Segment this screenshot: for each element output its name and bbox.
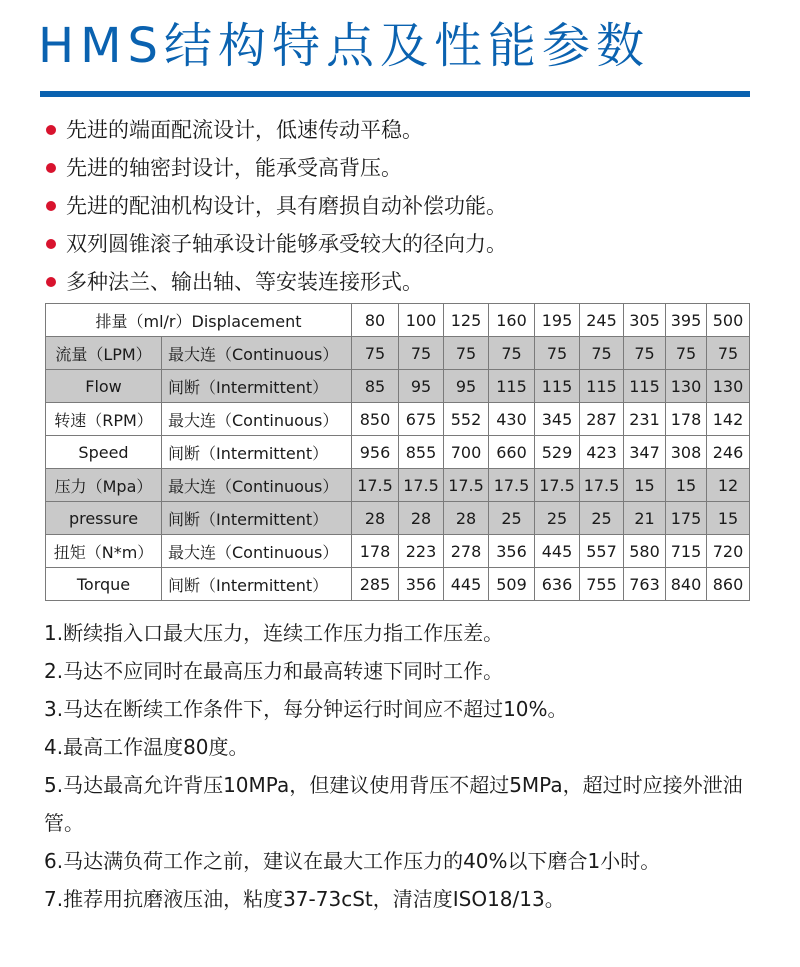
displacement-cell: 395 [666, 304, 707, 337]
table-row [46, 337, 750, 370]
table-row [46, 568, 750, 601]
value-cell: 231 [624, 403, 666, 436]
value-cell: 75 [444, 337, 489, 370]
value-cell: 75 [666, 337, 707, 370]
value-cell: 763 [624, 568, 666, 601]
displacement-cell: 500 [707, 304, 750, 337]
value-cell: 75 [489, 337, 535, 370]
value-cell: 246 [707, 436, 750, 469]
performance-table [45, 303, 750, 601]
feature-text: 双列圆锥滚子轴承设计能够承受较大的径向力。 [66, 232, 507, 256]
value-cell: 21 [624, 502, 666, 535]
header-row [46, 304, 750, 337]
value-cell: 445 [535, 535, 580, 568]
feature-item [44, 263, 507, 301]
feature-text: 先进的轴密封设计，能承受高背压。 [66, 156, 402, 180]
displacement-cell: 100 [399, 304, 444, 337]
value-cell: 115 [580, 370, 624, 403]
note-item: 3.马达在断续工作条件下，每分钟运行时间应不超过10%。 [44, 697, 568, 721]
group-label-cn-cell: 流量（LPM） [46, 337, 162, 370]
intermittent-label-cell: 间断（Intermittent） [162, 502, 352, 535]
value-cell: 715 [666, 535, 707, 568]
intermittent-label-cell: 间断（Intermittent） [162, 370, 352, 403]
value-cell: 445 [444, 568, 489, 601]
value-cell: 25 [580, 502, 624, 535]
table-row [46, 436, 750, 469]
displacement-cell: 195 [535, 304, 580, 337]
value-cell: 28 [444, 502, 489, 535]
value-cell: 356 [399, 568, 444, 601]
value-cell: 17.5 [399, 469, 444, 502]
feature-list [44, 111, 507, 301]
value-cell: 660 [489, 436, 535, 469]
group-label-en-cell: Speed [46, 436, 162, 469]
value-cell: 552 [444, 403, 489, 436]
value-cell: 17.5 [444, 469, 489, 502]
value-cell: 130 [666, 370, 707, 403]
value-cell: 356 [489, 535, 535, 568]
table-row [46, 370, 750, 403]
note-item: 6.马达满负荷工作之前，建议在最大工作压力的40%以下磨合1小时。 [44, 849, 661, 873]
note-item: 5.马达最高允许背压10MPa，但建议使用背压不超过5MPa，超过时应接外泄油管。 [44, 773, 743, 835]
value-cell: 115 [489, 370, 535, 403]
page-title: HMS结构特点及性能参数 [38, 18, 650, 74]
bullet-dot-icon [46, 125, 56, 135]
value-cell: 25 [489, 502, 535, 535]
displacement-cell: 160 [489, 304, 535, 337]
title-underline [40, 91, 750, 97]
group-label-en-cell: Flow [46, 370, 162, 403]
value-cell: 17.5 [535, 469, 580, 502]
value-cell: 529 [535, 436, 580, 469]
value-cell: 28 [352, 502, 399, 535]
value-cell: 75 [352, 337, 399, 370]
table-row [46, 469, 750, 502]
value-cell: 12 [707, 469, 750, 502]
header-label-cell: 排量（ml/r）Displacement [46, 304, 352, 337]
continuous-label-cell: 最大连（Continuous） [162, 337, 352, 370]
feature-text: 先进的配油机构设计，具有磨损自动补偿功能。 [66, 194, 507, 218]
feature-item [44, 111, 507, 149]
group-label-cn-cell: 扭矩（N*m） [46, 535, 162, 568]
displacement-cell: 245 [580, 304, 624, 337]
value-cell: 850 [352, 403, 399, 436]
table-row [46, 535, 750, 568]
intermittent-label-cell: 间断（Intermittent） [162, 568, 352, 601]
group-label-en-cell: Torque [46, 568, 162, 601]
note-item: 2.马达不应同时在最高压力和最高转速下同时工作。 [44, 659, 504, 683]
displacement-cell: 125 [444, 304, 489, 337]
group-label-cn-cell: 转速（RPM） [46, 403, 162, 436]
value-cell: 95 [399, 370, 444, 403]
value-cell: 75 [580, 337, 624, 370]
value-cell: 675 [399, 403, 444, 436]
value-cell: 115 [535, 370, 580, 403]
value-cell: 75 [535, 337, 580, 370]
value-cell: 223 [399, 535, 444, 568]
value-cell: 75 [399, 337, 444, 370]
value-cell: 285 [352, 568, 399, 601]
continuous-label-cell: 最大连（Continuous） [162, 403, 352, 436]
value-cell: 860 [707, 568, 750, 601]
value-cell: 700 [444, 436, 489, 469]
note-item: 7.推荐用抗磨液压油，粘度37-73cSt，清洁度ISO18/13。 [44, 887, 565, 911]
intermittent-label-cell: 间断（Intermittent） [162, 436, 352, 469]
value-cell: 95 [444, 370, 489, 403]
notes-list [44, 614, 760, 918]
value-cell: 287 [580, 403, 624, 436]
continuous-label-cell: 最大连（Continuous） [162, 469, 352, 502]
value-cell: 509 [489, 568, 535, 601]
note-item: 1.断续指入口最大压力，连续工作压力指工作压差。 [44, 621, 504, 645]
bullet-dot-icon [46, 277, 56, 287]
continuous-label-cell: 最大连（Continuous） [162, 535, 352, 568]
value-cell: 17.5 [580, 469, 624, 502]
value-cell: 17.5 [352, 469, 399, 502]
value-cell: 720 [707, 535, 750, 568]
note-item: 4.最高工作温度80度。 [44, 735, 249, 759]
value-cell: 178 [352, 535, 399, 568]
value-cell: 956 [352, 436, 399, 469]
value-cell: 430 [489, 403, 535, 436]
value-cell: 580 [624, 535, 666, 568]
value-cell: 636 [535, 568, 580, 601]
value-cell: 130 [707, 370, 750, 403]
value-cell: 15 [624, 469, 666, 502]
value-cell: 175 [666, 502, 707, 535]
value-cell: 855 [399, 436, 444, 469]
feature-text: 先进的端面配流设计，低速传动平稳。 [66, 118, 423, 142]
value-cell: 840 [666, 568, 707, 601]
value-cell: 345 [535, 403, 580, 436]
bullet-dot-icon [46, 163, 56, 173]
feature-item [44, 225, 507, 263]
value-cell: 557 [580, 535, 624, 568]
value-cell: 17.5 [489, 469, 535, 502]
value-cell: 75 [624, 337, 666, 370]
value-cell: 347 [624, 436, 666, 469]
table-row [46, 502, 750, 535]
value-cell: 28 [399, 502, 444, 535]
feature-item [44, 149, 507, 187]
value-cell: 85 [352, 370, 399, 403]
value-cell: 278 [444, 535, 489, 568]
value-cell: 308 [666, 436, 707, 469]
value-cell: 15 [707, 502, 750, 535]
value-cell: 25 [535, 502, 580, 535]
group-label-en-cell: pressure [46, 502, 162, 535]
feature-text: 多种法兰、输出轴、等安装连接形式。 [66, 270, 423, 294]
table-row [46, 403, 750, 436]
bullet-dot-icon [46, 239, 56, 249]
group-label-cn-cell: 压力（Mpa） [46, 469, 162, 502]
table-body [46, 304, 750, 601]
value-cell: 755 [580, 568, 624, 601]
displacement-cell: 80 [352, 304, 399, 337]
value-cell: 178 [666, 403, 707, 436]
value-cell: 423 [580, 436, 624, 469]
feature-item [44, 187, 507, 225]
displacement-cell: 305 [624, 304, 666, 337]
bullet-dot-icon [46, 201, 56, 211]
value-cell: 75 [707, 337, 750, 370]
value-cell: 15 [666, 469, 707, 502]
value-cell: 115 [624, 370, 666, 403]
value-cell: 142 [707, 403, 750, 436]
